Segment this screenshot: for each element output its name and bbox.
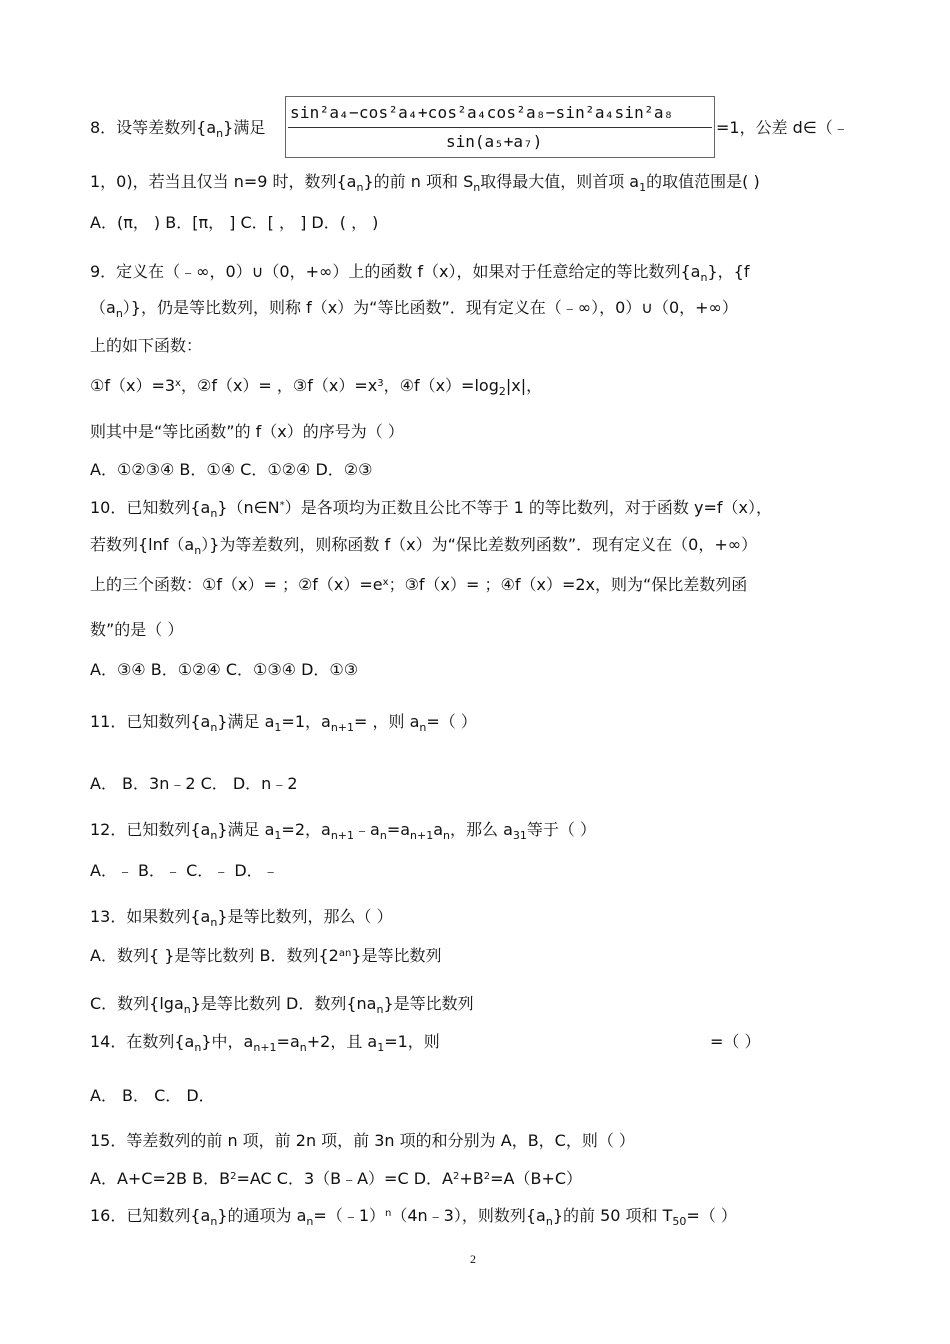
- q10-line3: 上的三个函数：①f（x）= ；$②f(x)=e^x$；③f（x）= ；④f（x）=2x，则为“保比差数列函: [90, 575, 748, 594]
- q9-line3: 上的如下函数：: [90, 336, 203, 355]
- q8-fraction-numerator: sin²a₄−cos²a₄+cos²a₄cos²a₈−sin²a₄sin²a₈: [290, 103, 674, 122]
- q10-options: A．③④ B．①②④ C．①③④ D．①③: [90, 660, 359, 679]
- q13-line1: 13．如果数列$\{a_n\}$是等比数列，那么（ ）: [90, 907, 393, 929]
- q13-options-cd: C．数列{lga$_n$}是等比数列 D．数列$\{na_n\}$是等比数列: [90, 994, 474, 1016]
- q12-line1: 12．已知数列$\{a_n\}$满足 $a_1=2$，$a_{n+1}﹣a_n=a_{n+1}a_n$，那么 $a_{31}$等于（ ）: [90, 820, 597, 842]
- q8-after-fraction: =1，公差 d∈（﹣: [716, 118, 849, 137]
- q9-line5: 则其中是“等比函数”的 f（x）的序号为（ ）: [90, 422, 404, 441]
- q14-options: A． B． C． D．: [90, 1086, 215, 1105]
- q11-line1: 11．已知数列$\{a_n\}$满足 $a_1=1$，$a_{n+1}=$ ，则 $a_n=$（ ）: [90, 712, 477, 734]
- q14-line1-end: =（ ）: [710, 1032, 761, 1051]
- q8-options: A．(π， ) B．[π， ] C．[ ， ] D．( ， ): [90, 213, 379, 232]
- q13-options-ab: A．数列{ }是等比数列 B．数列$\{2^{an}\}$是等比数列: [90, 946, 442, 965]
- q9-line4: $①f(x)=3^x$，②f（x）= ，$③f(x)=x^3$，$④f(x)=\log_2|x|$，: [90, 376, 543, 398]
- q15-line1: 15．等差数列的前 n 项，前 2n 项，前 3n 项的和分别为 A，B，C，则（ ）: [90, 1131, 635, 1150]
- q8-fraction-bar: [288, 127, 712, 128]
- q8-line2: 1，0)，若当且仅当 n=9 时，数列$\{a_n\}$的前 n 项和 $S_n$取得最大值，则首项 $a_1$的取值范围是( ): [90, 172, 760, 194]
- q16-line1: 16．已知数列$\{a_n\}$的通项为 $a_n=(﹣1)^n(4n﹣3)$，则数列$\{a_n\}$的前 50 项和 $T_{50}=$（ ）: [90, 1206, 737, 1228]
- q15-options: A．A+C=2B B．$B^2=AC$ C．3（B﹣A）=C D．$A^2+B^2=A(B+C)$: [90, 1169, 583, 1188]
- q14-line1: 14．在数列$\{a_n\}$中，$a_{n+1}=a_n+2$，且 $a_1=1$，则: [90, 1032, 440, 1054]
- q11-options: A． B．3n﹣2 C． D．n﹣2: [90, 774, 298, 793]
- q10-line2: 若数列$\{\ln f(a_n)\}$为等差数列，则称函数 f（x）为“保比差数列函数”．现有定义在（0，+∞）: [90, 535, 758, 557]
- page-number: 2: [470, 1252, 476, 1266]
- q9-line2: $(a_n)$}，仍是等比数列，则称 f（x）为“等比函数”．现有定义在（﹣∞），0）∪（0，+∞）: [90, 298, 738, 320]
- q12-options: A．﹣ B．﹣ C．﹣ D．﹣: [90, 861, 279, 880]
- q9-line1: 9．定义在（﹣∞，0）∪（0，+∞）上的函数 f（x），如果对于任意给定的等比数列$\{a_n\}$，{f: [90, 262, 750, 284]
- q9-options: A．①②③④ B．①④ C．①②④ D．②③: [90, 460, 373, 479]
- q10-line4: 数”的是（ ）: [90, 620, 184, 639]
- q8-fraction-denominator: sin(a₅+a₇): [446, 132, 543, 151]
- q8-fraction-image: [285, 96, 715, 158]
- q8-line1: 8．设等差数列$\{a_n\}$满足: [90, 118, 266, 140]
- q10-line1: 10．已知数列$\{a_n\}(n\in N^*)$是各项均为正数且公比不等于 1 的等比数列，对于函数 y=f（x），: [90, 498, 772, 520]
